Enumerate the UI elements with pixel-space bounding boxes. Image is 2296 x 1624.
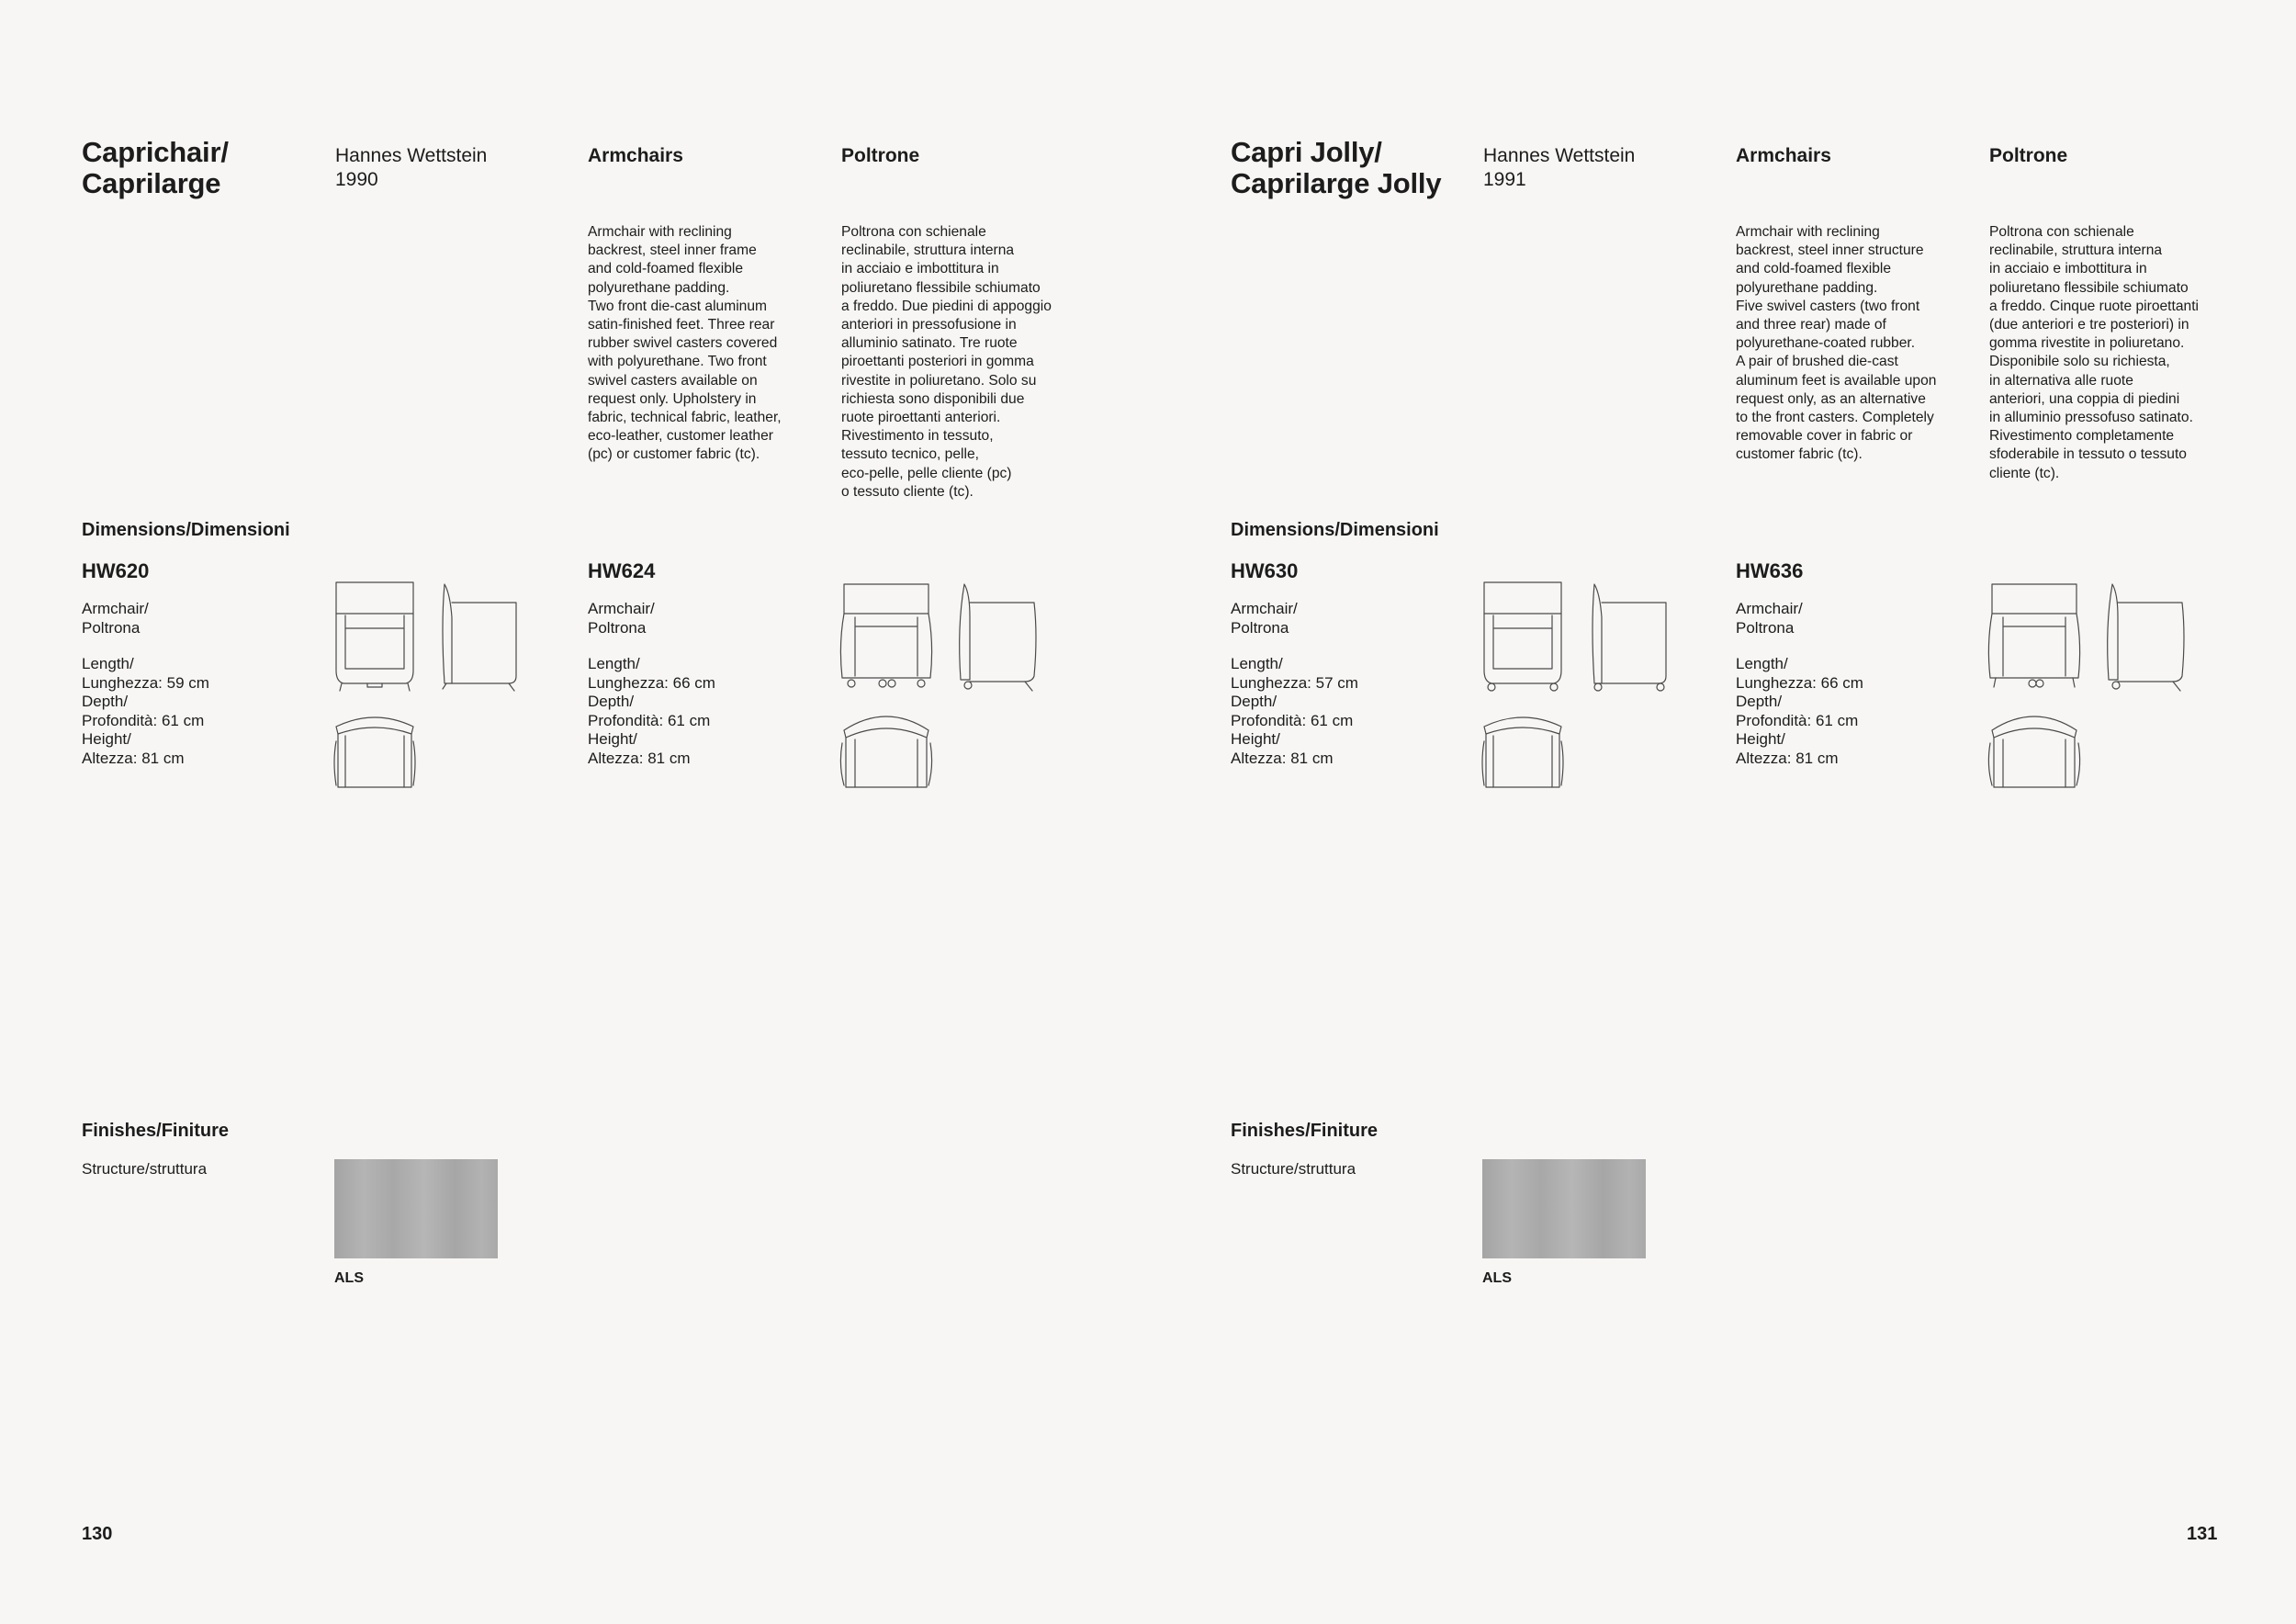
side-view-drawing — [2103, 581, 2188, 693]
finish-code: ALS — [1482, 1270, 1512, 1286]
finish-label: Structure/struttura — [1231, 1160, 1356, 1178]
description-en: Armchair with reclining backrest, steel inner structure and cold-foamed flexible polyurethane padding. Five swivel casters (two front and three rear) made of polyurethane-coated rubber. A pair of brushed die-cast aluminum feet is available upon request only, as an alternative to the front casters. Completely removable cover in fabric or customer fabric (tc). — [1736, 224, 1937, 463]
design-year: 1990 — [335, 169, 378, 190]
page-number: 131 — [2187, 1524, 2218, 1544]
dimensions-heading: Dimensions/Dimensioni — [82, 520, 290, 540]
top-view-drawing — [1986, 710, 2082, 793]
description-it: Poltrona con schienale reclinabile, struttura interna in acciaio e imbottitura in poliuretano flessibile schiumato a freddo. Cinque ruote piroettanti (due anteriori e tre posteriori) in gomma rivestite in poliuretano. Disponibile solo su richiesta, in alternativa alle ruote anteriori, una coppia di piedini in alluminio pressofuso satinato. Rivestimento completamente sfoderabile in tessuto o tessuto cliente (tc). — [1989, 224, 2199, 481]
category-en: Armchairs — [1736, 145, 1831, 166]
category-it: Poltrone — [1989, 145, 2068, 166]
front-view-drawing — [838, 581, 934, 693]
product-type: Armchair/ Poltrona — [588, 600, 655, 637]
top-view-drawing — [1480, 714, 1565, 793]
finishes-heading: Finishes/Finiture — [82, 1121, 230, 1141]
side-view-drawing — [439, 581, 522, 693]
product-code: HW630 — [1231, 559, 1299, 582]
product-dimensions: Length/ Lunghezza: 59 cm Depth/ Profondità: 61 cm Height/ Altezza: 81 cm — [82, 655, 209, 767]
product-code: HW620 — [82, 559, 150, 582]
finish-swatch — [1482, 1159, 1646, 1258]
top-view-drawing — [838, 710, 934, 793]
product-dimensions: Length/ Lunghezza: 57 cm Depth/ Profondità: 61 cm Height/ Altezza: 81 cm — [1231, 655, 1358, 767]
designer-name: Hannes Wettstein — [335, 145, 488, 166]
finishes-heading: Finishes/Finiture — [1231, 1121, 1379, 1141]
product-dimensions: Length/ Lunghezza: 66 cm Depth/ Profondità: 61 cm Height/ Altezza: 81 cm — [588, 655, 715, 767]
designer-name: Hannes Wettstein — [1483, 145, 1636, 166]
product-type: Armchair/ Poltrona — [1736, 600, 1803, 637]
finish-swatch — [334, 1159, 498, 1258]
dimensions-heading: Dimensions/Dimensioni — [1231, 520, 1439, 540]
side-view-drawing — [955, 581, 1040, 693]
top-view-drawing — [332, 714, 417, 793]
front-view-drawing — [1986, 581, 2082, 693]
product-code: HW624 — [588, 559, 656, 582]
front-view-drawing — [1480, 579, 1565, 694]
product-title: Capri Jolly/ Caprilarge Jolly — [1231, 136, 1442, 199]
front-view-drawing — [332, 579, 417, 694]
page-number: 130 — [82, 1524, 113, 1544]
design-year: 1991 — [1483, 169, 1526, 190]
side-view-drawing — [1589, 581, 1671, 693]
description-en: Armchair with reclining backrest, steel inner frame and cold-foamed flexible polyurethane padding. Two front die-cast aluminum satin-finished feet. Three rear rubber swivel casters covered with polyurethane. Two front swivel casters available on request only. Upholstery in fabric, technical fabric, leather, eco-leather, customer leather (pc) or customer fabric (tc). — [588, 224, 782, 463]
product-type: Armchair/ Poltrona — [1231, 600, 1298, 637]
category-en: Armchairs — [588, 145, 683, 166]
product-dimensions: Length/ Lunghezza: 66 cm Depth/ Profondità: 61 cm Height/ Altezza: 81 cm — [1736, 655, 1863, 767]
product-title: Caprichair/ Caprilarge — [82, 136, 229, 199]
description-it: Poltrona con schienale reclinabile, struttura interna in acciaio e imbottitura in poliuretano flessibile schiumato a freddo. Due piedini di appoggio anteriori in pressofusione in alluminio satinato. Tre ruote piroettanti posteriori in gomma rivestite in poliuretano. Solo su richiesta sono disponibili due ruote piroettanti anteriori. Rivestimento in tessuto, tessuto tecnico, pelle, eco-pelle, pelle cliente (pc) o tessuto cliente (tc). — [841, 224, 1052, 500]
category-it: Poltrone — [841, 145, 920, 166]
product-type: Armchair/ Poltrona — [82, 600, 149, 637]
finish-code: ALS — [334, 1270, 364, 1286]
finish-label: Structure/struttura — [82, 1160, 208, 1178]
product-code: HW636 — [1736, 559, 1804, 582]
